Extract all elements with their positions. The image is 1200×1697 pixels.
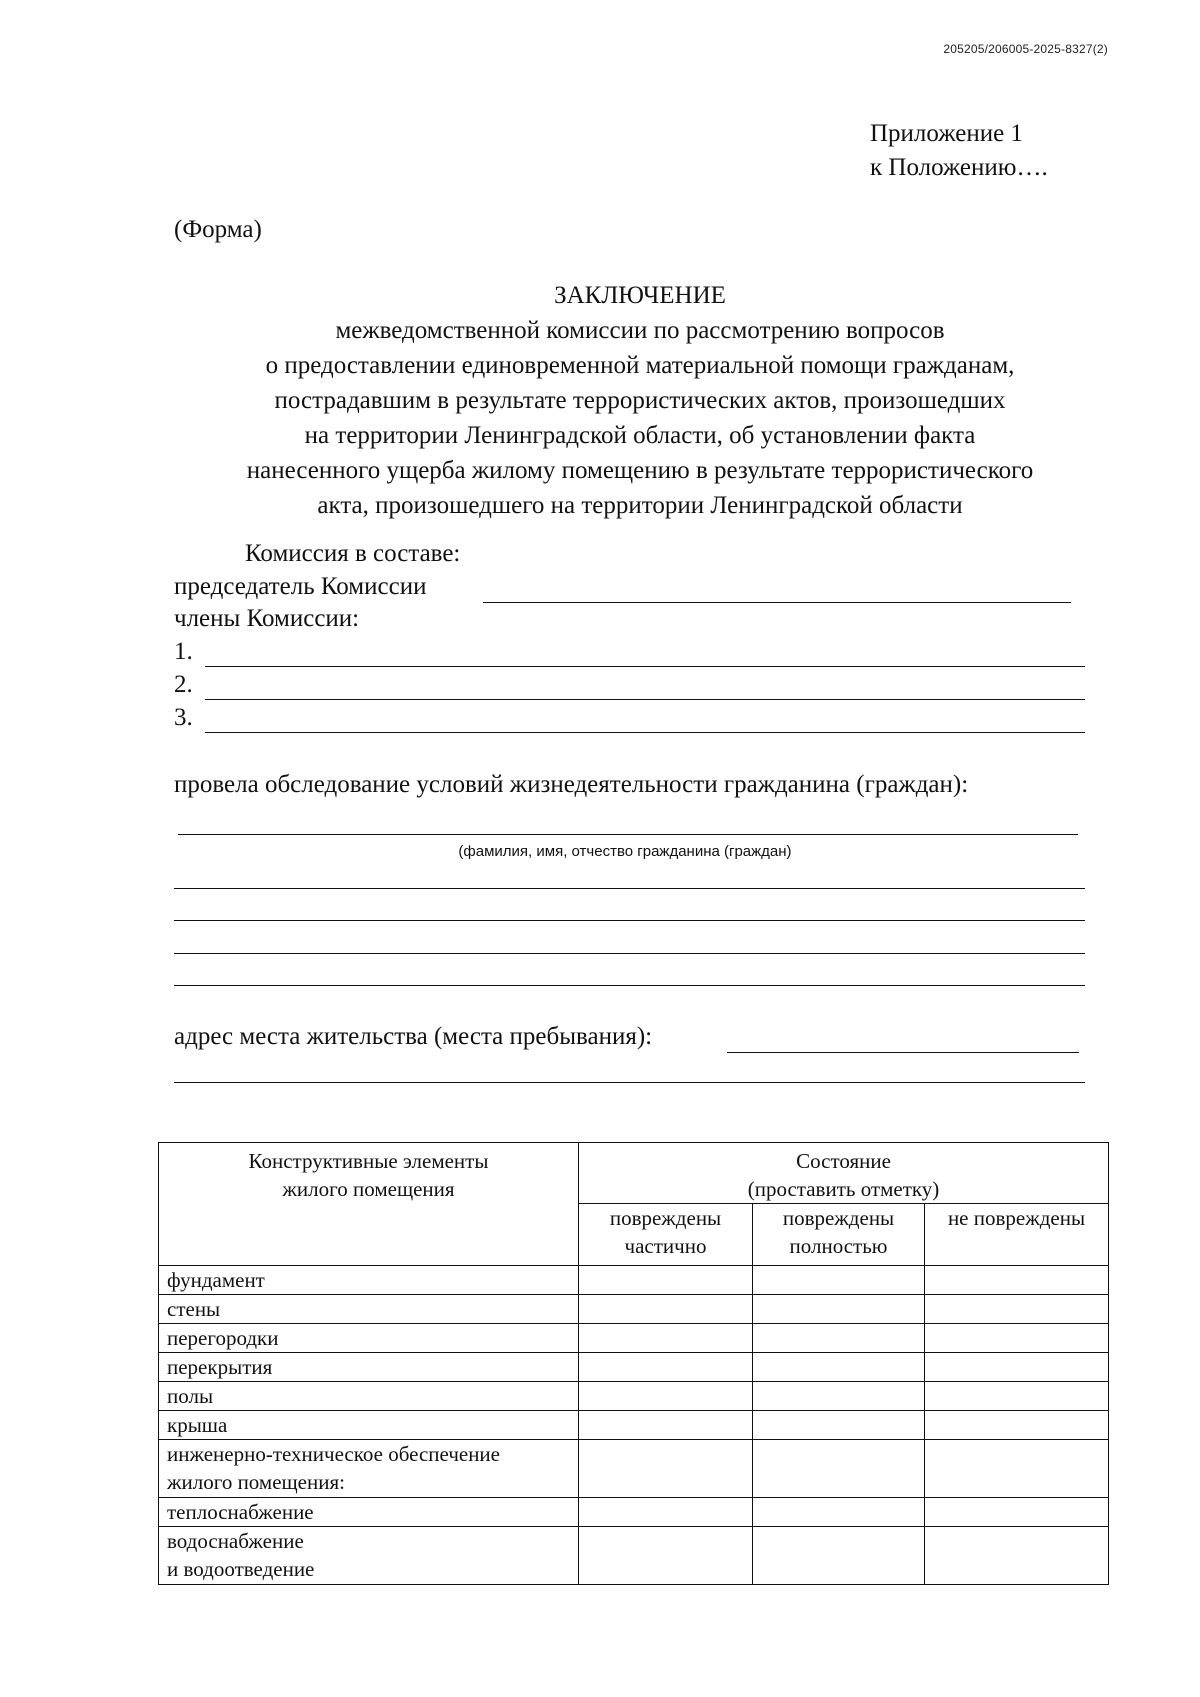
mark-cell-none[interactable] [925,1527,1109,1585]
address-field-line[interactable] [727,1052,1079,1053]
mark-cell-partial[interactable] [579,1411,753,1440]
table-row [159,1353,1109,1382]
mark-cell-full[interactable] [753,1353,925,1382]
mark-cell-partial[interactable] [579,1498,753,1527]
mark-cell-full[interactable] [753,1527,925,1585]
mark-cell-full[interactable] [753,1324,925,1353]
mark-cell-partial[interactable] [579,1324,753,1353]
mark-cell-partial[interactable] [579,1353,753,1382]
mark-cell-none[interactable] [925,1382,1109,1411]
mark-cell-full[interactable] [753,1382,925,1411]
mark-cell-none[interactable] [925,1324,1109,1353]
member-number-3: 3. [174,704,193,731]
table-row [159,1498,1109,1527]
form-label: (Форма) [174,216,262,243]
citizen-name-field-line[interactable] [178,834,1078,835]
mark-cell-none[interactable] [925,1411,1109,1440]
table-row [159,1324,1109,1353]
mark-cell-full[interactable] [753,1498,925,1527]
element-name: перегородки [159,1324,579,1353]
table-row [159,1295,1109,1324]
mark-cell-full[interactable] [753,1295,925,1324]
title-line: акта, произошедшего на территории Ленинградской области [317,492,963,519]
members-label: члены Комиссии: [174,605,360,632]
mark-cell-partial[interactable] [579,1382,753,1411]
address-label: адрес места жительства (места пребывания): [174,1023,653,1050]
mark-cell-none[interactable] [925,1266,1109,1295]
structural-elements-table [158,1142,1109,1585]
damaged-partially-header: повреждены частично [579,1204,753,1266]
title-block [120,278,1160,523]
attachment-line-1: Приложение 1 [870,120,1023,147]
element-name: полы [159,1382,579,1411]
commission-intro: Комиссия в составе: [245,540,461,567]
title-line: межведомственной комиссии по рассмотрению вопросов [335,317,945,344]
member-2-field-line[interactable] [205,699,1085,700]
elements-column-header: Конструктивные элементы жилого помещения [159,1143,579,1266]
chairman-field-line[interactable] [483,602,1071,603]
survey-text: провела обследование условий жизнедеятельности гражданина (граждан): [174,771,969,798]
document-title: ЗАКЛЮЧЕНИЕ [554,282,726,309]
table-row [159,1382,1109,1411]
mark-cell-partial[interactable] [579,1440,753,1498]
mark-cell-none[interactable] [925,1295,1109,1324]
title-line: на территории Ленинградской области, об установлении факта [304,422,976,449]
mark-cell-none[interactable] [925,1498,1109,1527]
element-name: инженерно-техническое обеспечение жилого помещения: [159,1440,579,1498]
damaged-fully-header: повреждены полностью [753,1204,925,1266]
survey-extra-line[interactable] [174,953,1085,954]
member-1-field-line[interactable] [205,666,1085,667]
survey-extra-line[interactable] [174,985,1085,986]
chairman-label: председатель Комиссии [174,573,427,600]
mark-cell-full[interactable] [753,1411,925,1440]
element-name: водоснабжение и водоотведение [159,1527,579,1585]
element-name: стены [159,1295,579,1324]
document-number: 205205/206005-2025-8327(2) [943,42,1108,56]
citizen-name-caption: (фамилия, имя, отчество гражданина (граждан) [458,843,792,860]
address-extra-line[interactable] [174,1082,1085,1083]
title-line: о предоставлении единовременной материальной помощи гражданам, [265,352,1015,379]
table-row [159,1440,1109,1498]
mark-cell-partial[interactable] [579,1295,753,1324]
attachment-line-2: к Положению…. [870,154,1048,181]
table-row [159,1527,1109,1585]
survey-extra-line[interactable] [174,888,1085,889]
mark-cell-full[interactable] [753,1266,925,1295]
element-name: крыша [159,1411,579,1440]
mark-cell-none[interactable] [925,1353,1109,1382]
mark-cell-partial[interactable] [579,1266,753,1295]
state-column-header: Состояние (проставить отметку) [579,1143,1109,1204]
mark-cell-partial[interactable] [579,1527,753,1585]
element-name: перекрытия [159,1353,579,1382]
mark-cell-full[interactable] [753,1440,925,1498]
element-name: теплоснабжение [159,1498,579,1527]
member-3-field-line[interactable] [205,732,1085,733]
member-number-2: 2. [174,671,193,698]
not-damaged-header: не повреждены [925,1204,1109,1266]
element-name: фундамент [159,1266,579,1295]
table-row [159,1411,1109,1440]
table-row [159,1266,1109,1295]
title-line: пострадавшим в результате террористических актов, произошедших [274,387,1006,414]
survey-extra-line[interactable] [174,920,1085,921]
member-number-1: 1. [174,638,193,665]
title-line: нанесенного ущерба жилому помещению в результате террористического [246,457,1034,484]
mark-cell-none[interactable] [925,1440,1109,1498]
